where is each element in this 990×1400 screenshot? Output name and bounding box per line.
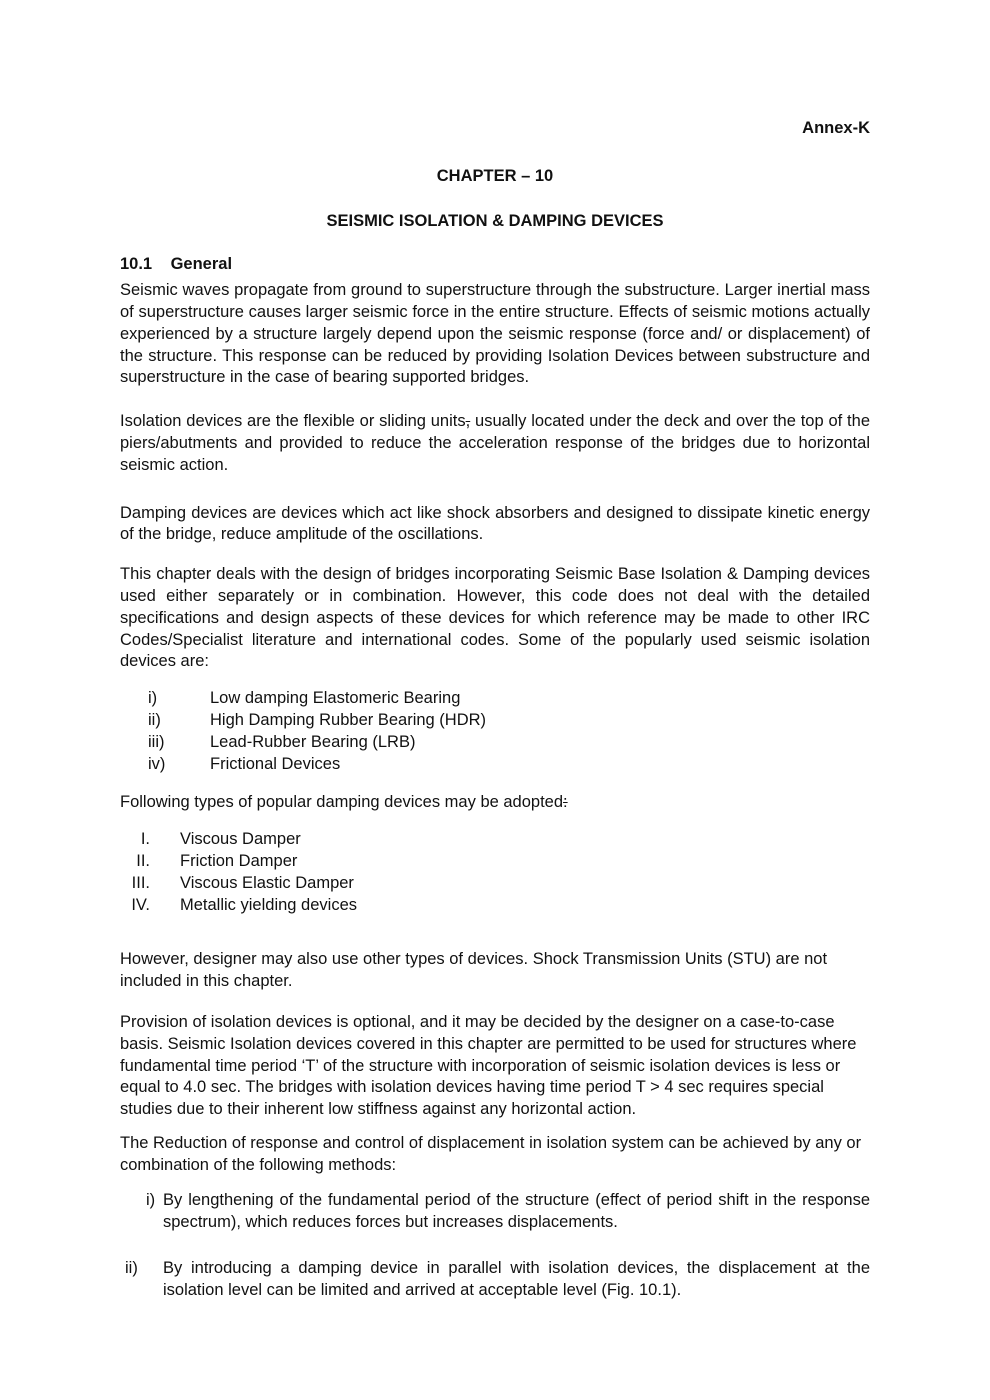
method-item-marker: ii) (125, 1259, 138, 1278)
paragraph-isolation-devices (120, 411, 870, 476)
list-item-marker: i) (148, 689, 158, 708)
list-item-marker: ii) (148, 710, 161, 729)
struck-colon: : (563, 793, 568, 812)
paragraph-seismic-waves: Seismic waves propagate from ground to superstructure through the substructure. Larger inertial mass of superstructure causes larger seismic force in the entire structure. Effects of seismic motions actually experienced by a structure largely depend upon the seismic response (force and/ or displacement) of the structure. This response can be reduced by providing Isolation Devices between substructure and superstructure in the case of bearing supported bridges. (120, 281, 870, 387)
list-item-marker: III. (131, 873, 150, 892)
list-item-label: Low damping Elastomeric Bearing (210, 689, 461, 708)
method-item (120, 1258, 870, 1302)
chapter-heading: CHAPTER – 10 (436, 166, 554, 185)
list-item (120, 732, 870, 754)
paragraph-reduction: The Reduction of response and control of displacement in isolation system can be achieved by any or combination of the following methods: (120, 1133, 862, 1174)
paragraph-other-devices: However, designer may also use other types of devices. Shock Transmission Units (STU) are not included in this chapter. (120, 950, 828, 991)
list-item (120, 688, 870, 710)
paragraph-chapter-scope: This chapter deals with the design of bridges incorporating Seismic Base Isolation & Damping devices used either separately or in combination. However, this code does not deal with the detailed specifications and design aspects of these devices for which reference may be made to other IRC Codes/Specialist literature and international codes. Some of the popularly used seismic isolation devices are: (120, 565, 870, 671)
list-item (120, 829, 870, 851)
method-item-label: By lengthening of the fundamental period of the structure (effect of period shift in the response spectrum), which reduces forces but increases displacements. (163, 1191, 870, 1232)
paragraph-isolation-devices-text-before: Isolation devices are the flexible or sliding units (120, 412, 466, 431)
list-item-label: Viscous Damper (180, 830, 301, 849)
list-item-marker: II. (136, 851, 150, 870)
list-item-label: Metallic yielding devices (180, 895, 357, 914)
document-title: SEISMIC ISOLATION & DAMPING DEVICES (326, 211, 664, 230)
list-item (120, 851, 870, 873)
list-item-marker: iv) (148, 754, 166, 773)
method-item (120, 1190, 870, 1234)
list-item-label: Lead-Rubber Bearing (LRB) (210, 732, 416, 751)
struck-comma: , (465, 412, 471, 431)
list-item-marker: I. (140, 830, 150, 849)
paragraph-following-types (120, 792, 870, 814)
list-item-label: Frictional Devices (210, 754, 341, 773)
paragraph-damping-devices: Damping devices are devices which act like shock absorbers and designed to dissipate kinetic energy of the bridge, reduce amplitude of the oscillations. (120, 503, 870, 544)
paragraph-provision: Provision of isolation devices is optional, and it may be decided by the designer on a case-to-case basis. Seismic Isolation devices covered in this chapter are permitted to be used for structures where fundamental time period ‘T’ of the structure with incorporation of seismic isolation devices is less or equal to 4.0 sec. The bridges with isolation devices having time period T > 4 sec requires special studies due to their inherent low stiffness against any horizontal action. (120, 1012, 857, 1119)
method-item-label: By introducing a damping device in parallel with isolation devices, the displacement at the isolation level can be limited and arrived at acceptable level (Fig. 10.1). (163, 1259, 870, 1299)
following-types-text: Following types of popular damping devices may be adopted (120, 793, 564, 812)
list-item (120, 710, 870, 732)
list-item-label: Friction Damper (180, 851, 298, 870)
section-title: General (170, 255, 233, 274)
list-item-marker: iii) (148, 732, 165, 751)
list-item (120, 873, 870, 895)
list-item-label: High Damping Rubber Bearing (HDR) (210, 710, 487, 729)
method-item-marker: i) (146, 1191, 156, 1210)
section-heading (120, 254, 870, 276)
annex-label: Annex-K (802, 119, 870, 137)
isolation-devices-list (120, 688, 870, 775)
section-number: 10.1 (120, 255, 153, 274)
list-item-marker: IV. (131, 895, 150, 914)
paragraph-isolation-devices-text-after: usually located under the deck and over the top of the piers/abutments and provided to reduce the acceleration response of the bridges due to horizontal seismic action. (120, 412, 870, 474)
list-item-label: Viscous Elastic Damper (180, 873, 354, 892)
list-item (120, 754, 870, 776)
list-item (120, 895, 870, 917)
damping-devices-list (120, 829, 870, 916)
